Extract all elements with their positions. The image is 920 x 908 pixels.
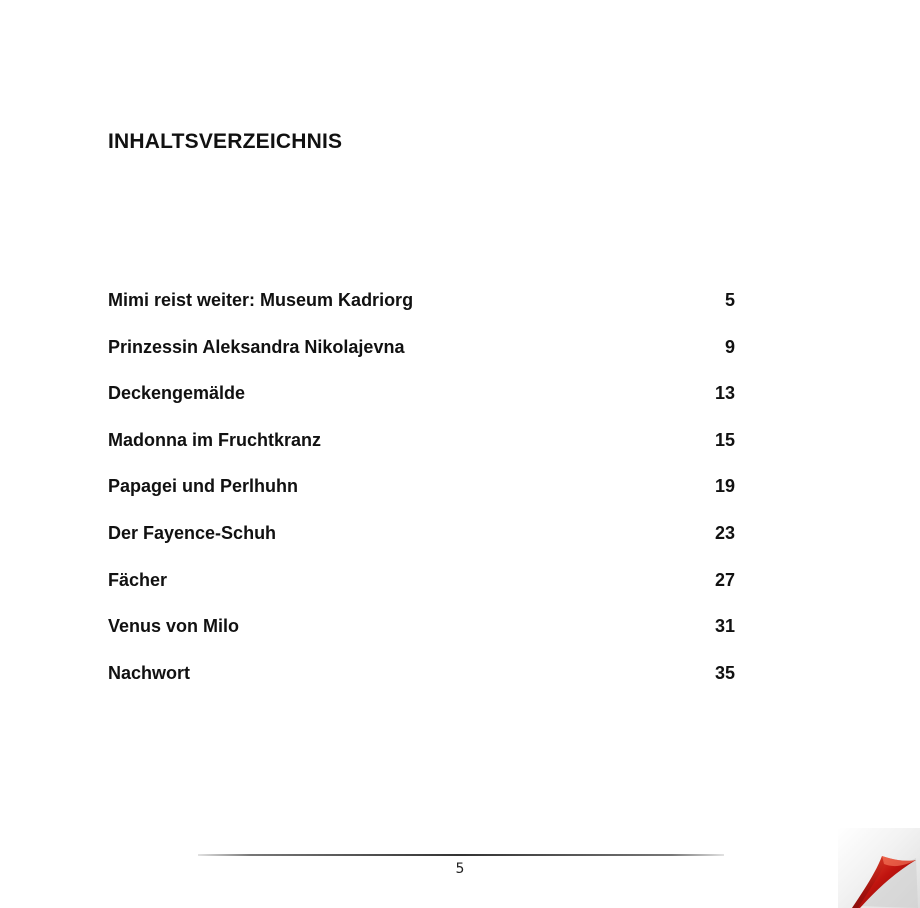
toc-entry-page: 27 [714,569,735,590]
page-curl-icon[interactable] [838,828,920,908]
page-title: INHALTSVERZEICHNIS [108,130,343,153]
toc-entry [108,474,738,521]
table-of-contents [108,288,738,707]
toc-entry-title: Venus von Milo [108,616,240,637]
footer-divider [198,854,724,856]
page-curl-graphic [838,828,920,908]
toc-entry [108,381,738,428]
toc-entry-title: Mimi reist weiter: Museum Kadriorg [108,290,414,310]
toc-entry [108,335,738,382]
footer-page-number: 5 [455,861,465,877]
toc-entry-page: 23 [714,522,735,543]
toc-entry [108,568,738,615]
toc-entry-page: 35 [714,662,735,683]
toc-entry-page: 9 [724,336,735,357]
toc-entry-page: 31 [714,616,735,637]
toc-entry [108,428,738,475]
toc-entry-title: Fächer [108,569,168,590]
toc-entry [108,661,738,708]
toc-entry-title: Papagei und Perlhuhn [108,476,299,497]
toc-entry [108,521,738,568]
toc-entry-title: Prinzessin Aleksandra Nikolajevna [108,336,405,357]
toc-entry-page: 19 [714,476,735,497]
toc-entry [108,288,738,335]
toc-entry [108,614,738,661]
toc-entry-page: 5 [724,290,735,310]
toc-entry-page: 15 [714,429,735,450]
toc-entry-page: 13 [714,383,735,404]
toc-entry-title: Nachwort [108,662,191,683]
toc-entry-title: Der Fayence-Schuh [108,522,277,543]
toc-entry-title: Madonna im Fruchtkranz [108,429,322,450]
toc-entry-title: Deckengemälde [108,383,246,404]
